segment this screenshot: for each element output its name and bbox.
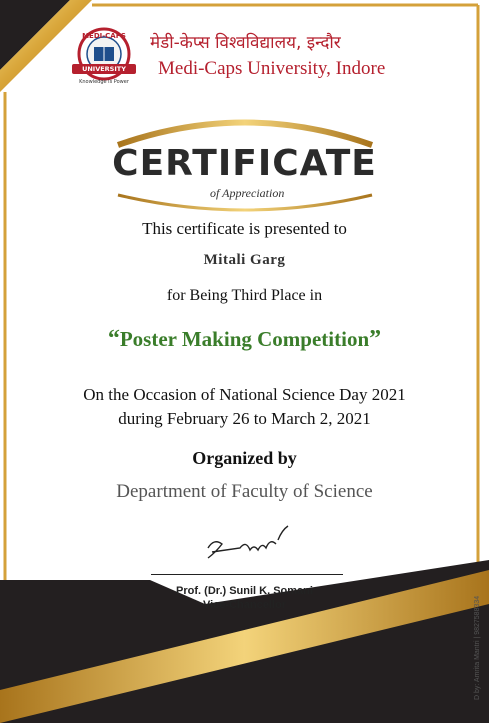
achievement-line: for Being Third Place in <box>166 287 323 304</box>
organized-by-label: Organized by <box>192 448 297 468</box>
signatory-name: Prof. (Dr.) Sunil K. Somani <box>176 585 313 597</box>
certificate-title: CERTIFICATE <box>112 143 377 184</box>
presented-line: This certificate is presented to <box>142 219 347 238</box>
recipient-name: Mitali Garg <box>203 252 286 268</box>
university-name-hindi: मेडी-केप्स विश्वविद्यालय, इन्दौर <box>150 33 341 53</box>
event-name-text: Poster Making Competition <box>119 327 370 351</box>
university-logo <box>66 26 142 90</box>
event-name <box>0 326 489 353</box>
open-quote-glyph: “ <box>107 326 120 352</box>
signatory-title: Vice-Chancellor <box>203 599 286 611</box>
occasion-line-2: during February 26 to March 2, 2021 <box>118 409 371 428</box>
department-name: Department of Faculty of Science <box>116 481 373 502</box>
logo-tagline: Knowledge is Power <box>79 79 129 85</box>
signature-line <box>151 574 343 575</box>
logo-band-text: UNIVERSITY <box>82 65 126 73</box>
gold-frame-lines <box>5 5 478 620</box>
designer-credit: D by: Amrita Mantri | 9827588334 <box>474 595 481 700</box>
close-quote-glyph: ” <box>369 326 382 352</box>
logo-top-text: MEDI-CAPS <box>82 32 126 40</box>
certificate-subtitle: of Appreciation <box>210 186 285 200</box>
university-name-english: Medi-Caps University, Indore <box>158 58 386 79</box>
occasion-line-1: On the Occasion of National Science Day 2021 <box>83 385 406 404</box>
signature-mark <box>208 526 288 558</box>
